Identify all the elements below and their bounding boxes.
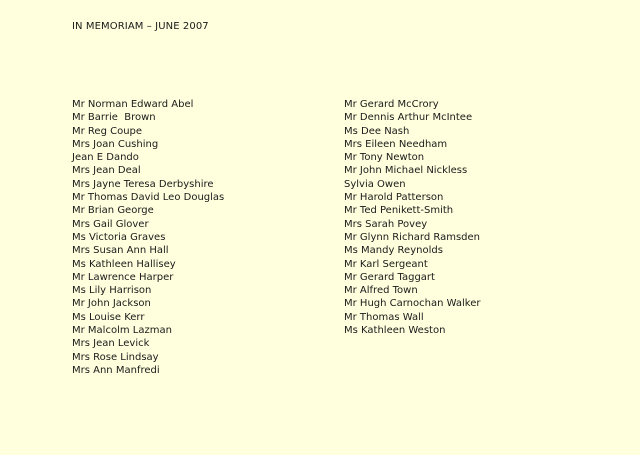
name-entry: Mr Glynn Richard Ramsden — [344, 231, 481, 243]
name-entry: Ms Victoria Graves — [72, 231, 166, 243]
name-entry: Mrs Eileen Needham — [344, 138, 448, 150]
name-entry: Mrs Gail Glover — [72, 218, 149, 230]
name-entry: Mr Brian George — [72, 205, 154, 217]
name-entry: Mr Tony Newton — [344, 152, 425, 164]
name-entry: Mrs Rose Lindsay — [72, 351, 159, 363]
name-entry: Jean E Dando — [72, 152, 139, 164]
name-entry: Mr Gerard McCrory — [344, 99, 439, 110]
name-entry: Mr Karl Sergeant — [344, 258, 428, 270]
name-entry: Mr Ted Penikett-Smith — [344, 205, 454, 217]
name-entry: Ms Mandy Reynolds — [344, 245, 443, 257]
name-entry: Ms Dee Nash — [344, 125, 410, 137]
name-entry: Ms Kathleen Hallisey — [72, 258, 176, 270]
name-entry: Ms Lily Harrison — [72, 285, 152, 297]
name-entry: Mrs Jean Deal — [72, 165, 141, 177]
name-entry: Mr Thomas Wall — [344, 311, 424, 323]
name-entry: Mr Alfred Town — [344, 285, 418, 297]
name-entry: Mrs Sarah Povey — [344, 218, 428, 230]
name-entry: Mr Gerard Taggart — [344, 271, 435, 283]
name-entry: Mrs Joan Cushing — [72, 138, 159, 150]
name-entry: Mr John Michael Nickless — [344, 165, 468, 177]
name-entry: Ms Kathleen Weston — [344, 325, 446, 337]
name-entry: Mr Harold Patterson — [344, 192, 444, 204]
name-entry: Mr Norman Edward Abel — [72, 99, 194, 110]
name-entry: Mr Dennis Arthur McIntee — [344, 112, 473, 124]
name-entry: Mrs Jean Levick — [72, 338, 150, 350]
name-entry: Sylvia Owen — [344, 178, 406, 190]
name-entry: Mrs Jayne Teresa Derbyshire — [72, 178, 214, 190]
name-entry: Mr Malcolm Lazman — [72, 325, 172, 337]
document-title: IN MEMORIAM – JUNE 2007 — [72, 21, 209, 32]
name-entry: Mrs Ann Manfredi — [72, 364, 160, 376]
name-entry: Ms Louise Kerr — [72, 311, 145, 323]
name-entry: Mr Reg Coupe — [72, 125, 143, 137]
name-entry: Mr Hugh Carnochan Walker — [344, 298, 481, 310]
name-entry: Mr John Jackson — [72, 298, 151, 310]
names-list-left — [72, 98, 224, 377]
name-entry: Mr Barrie Brown — [72, 112, 156, 124]
name-entry: Mr Thomas David Leo Douglas — [72, 192, 225, 204]
names-list-right — [344, 98, 480, 337]
name-entry: Mrs Susan Ann Hall — [72, 245, 169, 257]
name-entry: Mr Lawrence Harper — [72, 271, 174, 283]
